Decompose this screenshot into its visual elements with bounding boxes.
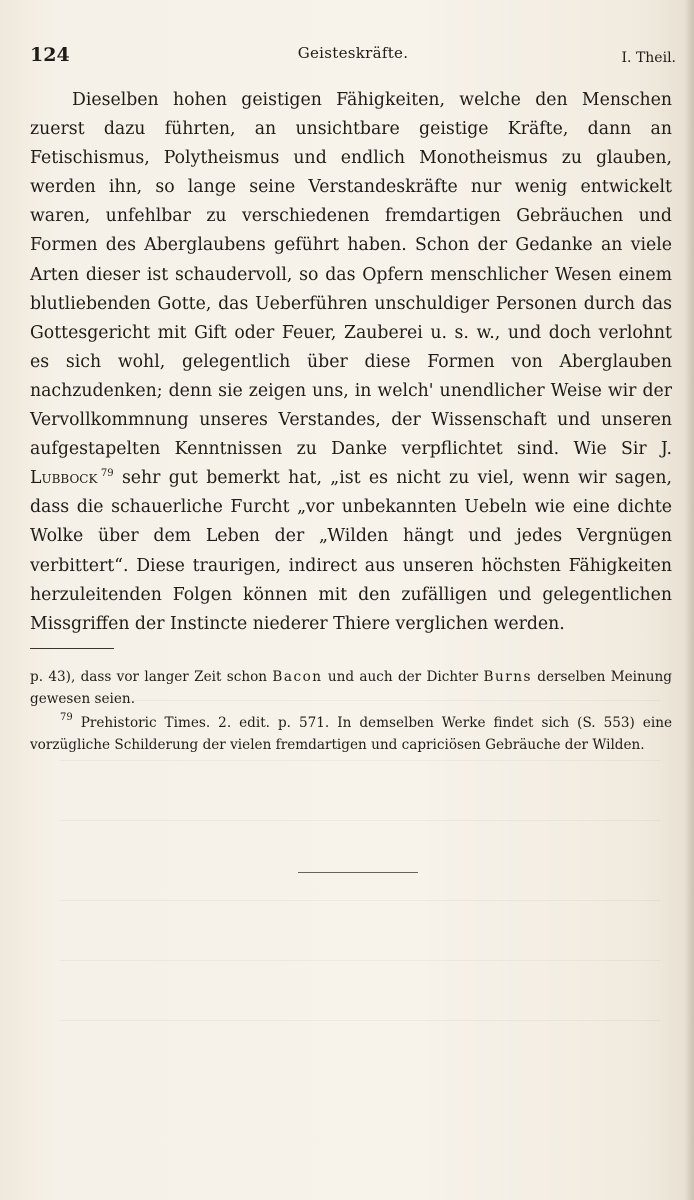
footnote-79 [30, 712, 672, 756]
bleed-through-line [60, 760, 660, 761]
name-bacon: Bacon [272, 669, 323, 685]
footnote-text: Prehistoric Times. 2. edit. p. 571. In demselben Werke findet sich (S. 553) eine vorzügliche Schilderung der vielen fremdartigen und capriciösen Gebräuche der Wilden. [30, 715, 672, 753]
footnotes [30, 666, 672, 756]
page-edge-shadow [684, 0, 694, 1200]
paragraph-text-start: Dieselben hohen geistigen Fähigkeiten, welche den Menschen zuerst dazu führten, an unsichtbare geistige Kräfte, dann an Fetischismus, Polytheismus und endlich Monotheismus zu glauben, werden ihn, so lange seine Verstandeskräfte nur wenig entwickelt waren, unfehlbar zu verschiedenen fremdartigen Gebräuchen und Formen des Aberglaubens geführt haben. Schon der Gedanke an viele Arten dieser ist schaudervoll, so das Opfern menschlicher Wesen einem blutliebenden Gotte, das Ueberführen unschuldiger Personen durch das Gottesgericht mit Gift oder Feuer, Zauberei u. s. w., und doch verlohnt es sich wohl, gelegentlich über diese Formen von Aberglauben nachzudenken; denn sie zeigen uns, in welch' unendlicher Weise wir der Vervollkommnung unseres Verstandes, der Wissenschaft und unseren aufgestapelten Kenntnissen zu Danke verpflichtet sind. Wie Sir J. [30, 90, 672, 460]
name-burns: Burns [483, 669, 532, 685]
author-name: Lubbock [30, 468, 98, 489]
bleed-through-line [60, 820, 660, 821]
section-end-rule [298, 872, 418, 873]
page-number: 124 [30, 44, 70, 66]
footnote-separator [30, 648, 114, 649]
running-title: Geisteskräfte. [297, 44, 409, 62]
bleed-through-line [60, 900, 660, 901]
footnote-reference: 79 [100, 468, 114, 480]
footnote-number: 79 [60, 712, 73, 723]
footnote-continuation [30, 666, 672, 710]
bleed-through-line [60, 1020, 660, 1021]
part-label: I. Theil. [621, 50, 676, 66]
bleed-through-line [60, 960, 660, 961]
footnote-text: p. 43), dass vor langer Zeit schon [30, 669, 273, 685]
footnote-text: und auch der Dichter [322, 669, 484, 685]
footnote-text: derselben Meinung gewesen seien. [30, 669, 672, 707]
main-paragraph [30, 86, 672, 639]
paragraph-text-end: sehr gut bemerkt hat, „ist es nicht zu viel, wenn wir sagen, dass die schauerliche Furcht „vor unbekannten Uebeln wie eine dichte Wolke über dem Leben der „Wilden hängt und jedes Vergnügen verbittert“. Diese traurigen, indirect aus unseren höchsten Fähigkeiten herzuleitenden Folgen können mit den zufälligen und gelegentlichen Missgriffen der Instincte niederer Thiere verglichen werden. [30, 468, 672, 634]
page-header [30, 44, 676, 74]
